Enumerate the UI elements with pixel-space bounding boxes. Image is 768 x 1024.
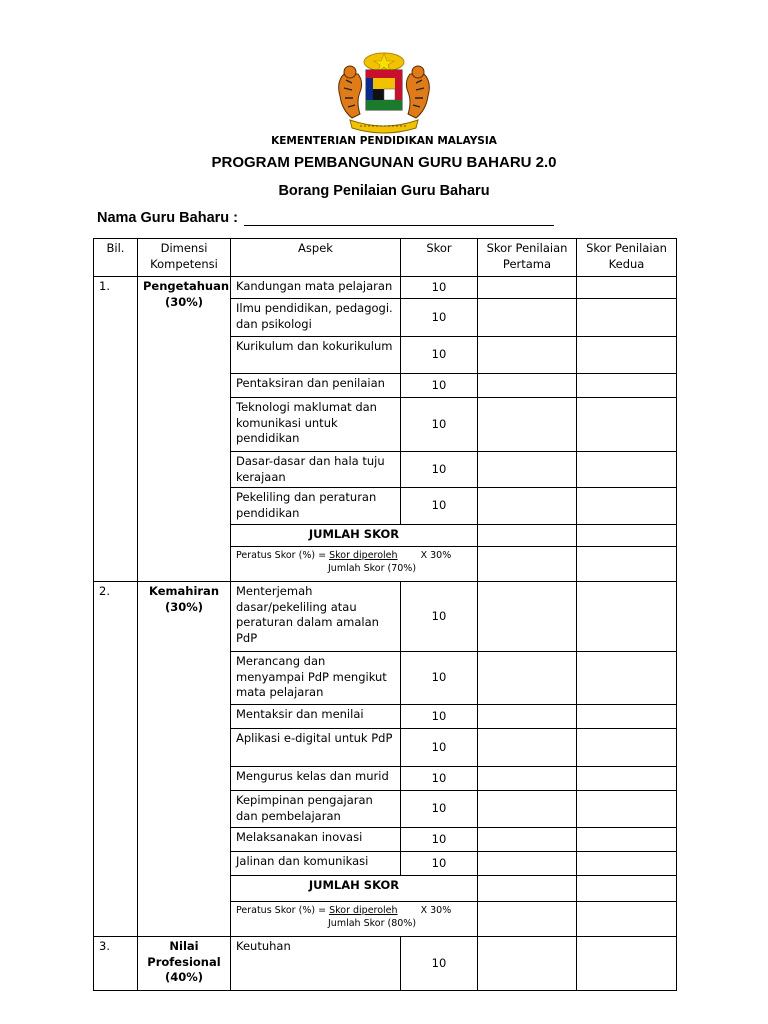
header-aspek: Aspek [231,239,401,277]
second-score-cell[interactable] [577,937,677,991]
first-score-cell[interactable] [478,337,577,374]
second-score-cell[interactable] [577,488,677,525]
header-dimensi: Dimensi Kompetensi [138,239,231,277]
first-score-cell[interactable] [478,729,577,767]
second-score-cell[interactable] [577,337,677,374]
second-score-cell[interactable] [577,398,677,452]
aspect-label: Menterjemah dasar/pekeliling atau peraturan dalam amalan PdP [231,582,401,652]
first-score-cell[interactable] [478,299,577,337]
max-score: 10 [401,705,478,729]
max-score: 10 [401,729,478,767]
table-header-row [94,239,677,277]
max-score: 10 [401,398,478,452]
first-score-cell[interactable] [478,705,577,729]
second-score-cell[interactable] [577,705,677,729]
second-score-cell[interactable] [577,652,677,705]
max-score: 10 [401,828,478,852]
max-score: 10 [401,791,478,828]
second-score-cell[interactable] [577,767,677,791]
aspect-label: Jalinan dan komunikasi [231,852,401,876]
second-percentage-cell[interactable] [577,547,677,582]
second-score-cell[interactable] [577,828,677,852]
first-score-cell[interactable] [478,374,577,398]
section-dimension [138,582,231,937]
second-percentage-cell[interactable] [577,902,677,937]
second-score-cell[interactable] [577,582,677,652]
second-score-cell[interactable] [577,299,677,337]
aspect-label: Kurikulum dan kokurikulum [231,337,401,374]
header-skor-kedua: Skor Penilaian Kedua [577,239,677,277]
formula-multiplier: X 30% [420,905,452,916]
second-total-cell[interactable] [577,876,677,902]
aspect-label: Merancang dan menyampai PdP mengikut mata pelajaran [231,652,401,705]
first-total-cell[interactable] [478,876,577,902]
dimension-weight: (40%) [164,970,204,984]
aspect-label: Pentaksiran dan penilaian [231,374,401,398]
second-score-cell[interactable] [577,277,677,299]
ministry-name: KEMENTERIAN PENDIDIKAN MALAYSIA [271,135,497,147]
max-score: 10 [401,852,478,876]
section-number: 1. [94,277,138,582]
aspect-label: Mengurus kelas dan murid [231,767,401,791]
aspect-label: Aplikasi e-digital untuk PdP [231,729,401,767]
aspect-label: Dasar-dasar dan hala tuju kerajaan [231,452,401,488]
first-score-cell[interactable] [478,277,577,299]
max-score: 10 [401,299,478,337]
section-number: 3. [94,937,138,991]
aspect-label: Kepimpinan pengajaran dan pembelajaran [231,791,401,828]
formula-denominator: Jumlah Skor (80%) [328,918,417,929]
form-title: Borang Penilaian Guru Baharu [278,183,490,199]
aspect-label: Kandungan mata pelajaran [231,277,401,299]
teacher-name-field[interactable] [244,211,554,226]
first-score-cell[interactable] [478,652,577,705]
header-skor-pertama: Skor Penilaian Pertama [478,239,577,277]
first-percentage-cell[interactable] [478,902,577,937]
first-score-cell[interactable] [478,582,577,652]
teacher-name-row [97,210,554,226]
max-score: 10 [401,374,478,398]
dimension-name: Kemahiran [149,584,219,598]
header-skor: Skor [401,239,478,277]
dimension-weight: (30%) [164,294,204,309]
first-score-cell[interactable] [478,767,577,791]
first-score-cell[interactable] [478,828,577,852]
first-score-cell[interactable] [478,937,577,991]
second-score-cell[interactable] [577,791,677,828]
second-score-cell[interactable] [577,374,677,398]
max-score: 10 [401,937,478,991]
max-score: 10 [401,767,478,791]
section-number: 2. [94,582,138,937]
aspect-label: Ilmu pendidikan, pedagogi. dan psikologi [231,299,401,337]
first-score-cell[interactable] [478,488,577,525]
first-total-cell[interactable] [478,525,577,547]
assessment-table [93,238,677,991]
dimension-weight: (30%) [164,599,204,614]
formula-numerator: Skor diperoleh [329,550,398,561]
first-score-cell[interactable] [478,791,577,828]
formula-numerator: Skor diperoleh [329,905,398,916]
second-score-cell[interactable] [577,729,677,767]
program-title: PROGRAM PEMBANGUNAN GURU BAHARU 2.0 [211,154,557,171]
aspect-label: Mentaksir dan menilai [231,705,401,729]
table-row [94,582,677,652]
header-bil: Bil. [94,239,138,277]
dimension-name: Pengetahuan [143,279,230,293]
aspect-label: Keutuhan [231,937,401,991]
max-score: 10 [401,582,478,652]
dimension-name: Nilai Profesional [147,939,221,969]
section-dimension [138,277,231,582]
table-row [94,277,677,299]
first-score-cell[interactable] [478,398,577,452]
section-dimension [138,937,231,991]
first-score-cell[interactable] [478,452,577,488]
table-row [94,937,677,991]
second-score-cell[interactable] [577,852,677,876]
total-score-label: JUMLAH SKOR [231,525,478,547]
second-total-cell[interactable] [577,525,677,547]
formula-prefix: Peratus Skor (%) = [236,550,330,561]
second-score-cell[interactable] [577,452,677,488]
percentage-formula [231,547,478,582]
formula-multiplier: X 30% [420,550,452,561]
max-score: 10 [401,277,478,299]
first-score-cell[interactable] [478,852,577,876]
max-score: 10 [401,652,478,705]
formula-denominator: Jumlah Skor (70%) [328,563,417,574]
teacher-name-label: Nama Guru Baharu : [97,210,238,226]
percentage-formula [231,902,478,937]
aspect-label: Pekeliling dan peraturan pendidikan [231,488,401,525]
total-score-label: JUMLAH SKOR [231,876,478,902]
coat-of-arms-logo [326,52,442,136]
aspect-label: Melaksanakan inovasi [231,828,401,852]
formula-prefix: Peratus Skor (%) = [236,905,330,916]
aspect-label: Teknologi maklumat dan komunikasi untuk pendidikan [231,398,401,452]
max-score: 10 [401,488,478,525]
max-score: 10 [401,452,478,488]
max-score: 10 [401,337,478,374]
first-percentage-cell[interactable] [478,547,577,582]
